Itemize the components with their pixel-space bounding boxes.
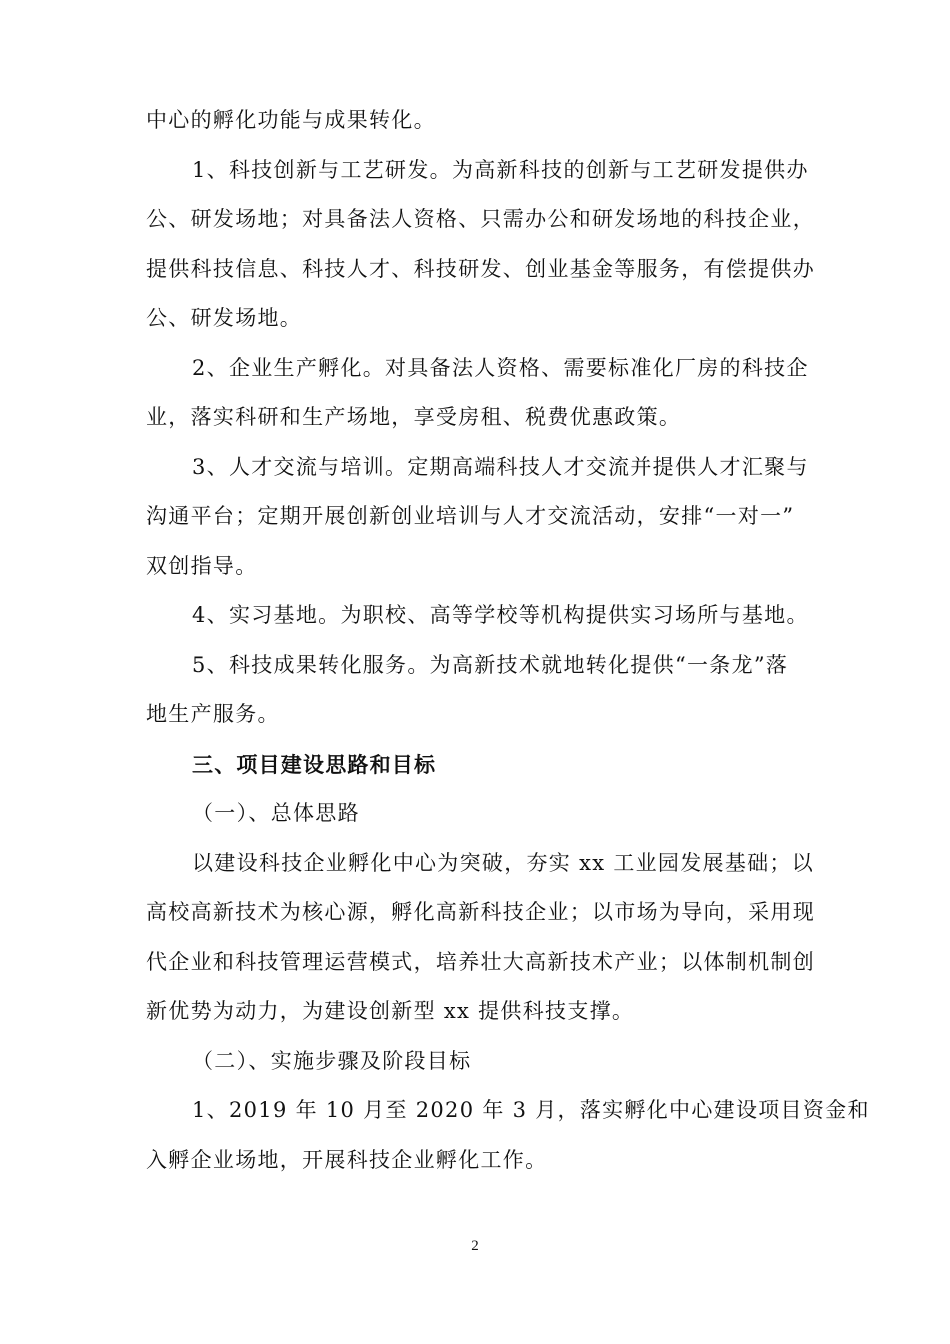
page-number: 2: [471, 1238, 479, 1254]
text-line: 3、人才交流与培训。定期高端科技人才交流并提供人才汇聚与: [192, 454, 809, 479]
text-line: 地生产服务。: [146, 702, 280, 726]
text-line: 入孵企业场地，开展科技企业孵化工作。: [146, 1147, 548, 1172]
text-line: 业，落实科研和生产场地，享受房租、税费优惠政策。: [146, 405, 682, 429]
text-line: 中心的孵化功能与成果转化。: [146, 108, 436, 132]
text-line: 5、科技成果转化服务。为高新技术就地转化提供“一条龙”落: [192, 652, 789, 677]
text-line: （二）、实施步骤及阶段目标: [192, 1048, 472, 1073]
text-line: 4、实习基地。为职校、高等学校等机构提供实习场所与基地。: [192, 603, 809, 627]
text-line: 1、科技创新与工艺研发。为高新科技的创新与工艺研发提供办: [192, 157, 809, 182]
text-line: 提供科技信息、科技人才、科技研发、创业基金等服务，有偿提供办: [146, 256, 815, 281]
text-line: 1、2019 年 10 月至 2020 年 3 月，落实孵化中心建设项目资金和: [192, 1098, 870, 1122]
text-line: 公、研发场地。: [146, 306, 303, 330]
section-heading: 三、项目建设思路和目标: [192, 751, 437, 777]
text-line: （一）、总体思路: [192, 801, 360, 825]
text-line: 2、企业生产孵化。对具备法人资格、需要标准化厂房的科技企: [192, 355, 809, 380]
text-line: 新优势为动力，为建设创新型 xx 提供科技支撑。: [146, 999, 635, 1023]
text-line: 公、研发场地；对具备法人资格、只需办公和研发场地的科技企业，: [146, 207, 815, 231]
text-line: 高校高新技术为核心源，孵化高新科技企业；以市场为导向，采用现: [146, 900, 815, 924]
text-line: 以建设科技企业孵化中心为突破，夯实 xx 工业园发展基础；以: [192, 850, 815, 875]
text-line: 双创指导。: [146, 553, 258, 578]
text-line: 沟通平台；定期开展创新创业培训与人才交流活动，安排“一对一”: [146, 504, 795, 528]
text-line: 代企业和科技管理运营模式，培养壮大高新技术产业；以体制机制创: [146, 949, 815, 974]
document-body: [146, 96, 870, 1185]
